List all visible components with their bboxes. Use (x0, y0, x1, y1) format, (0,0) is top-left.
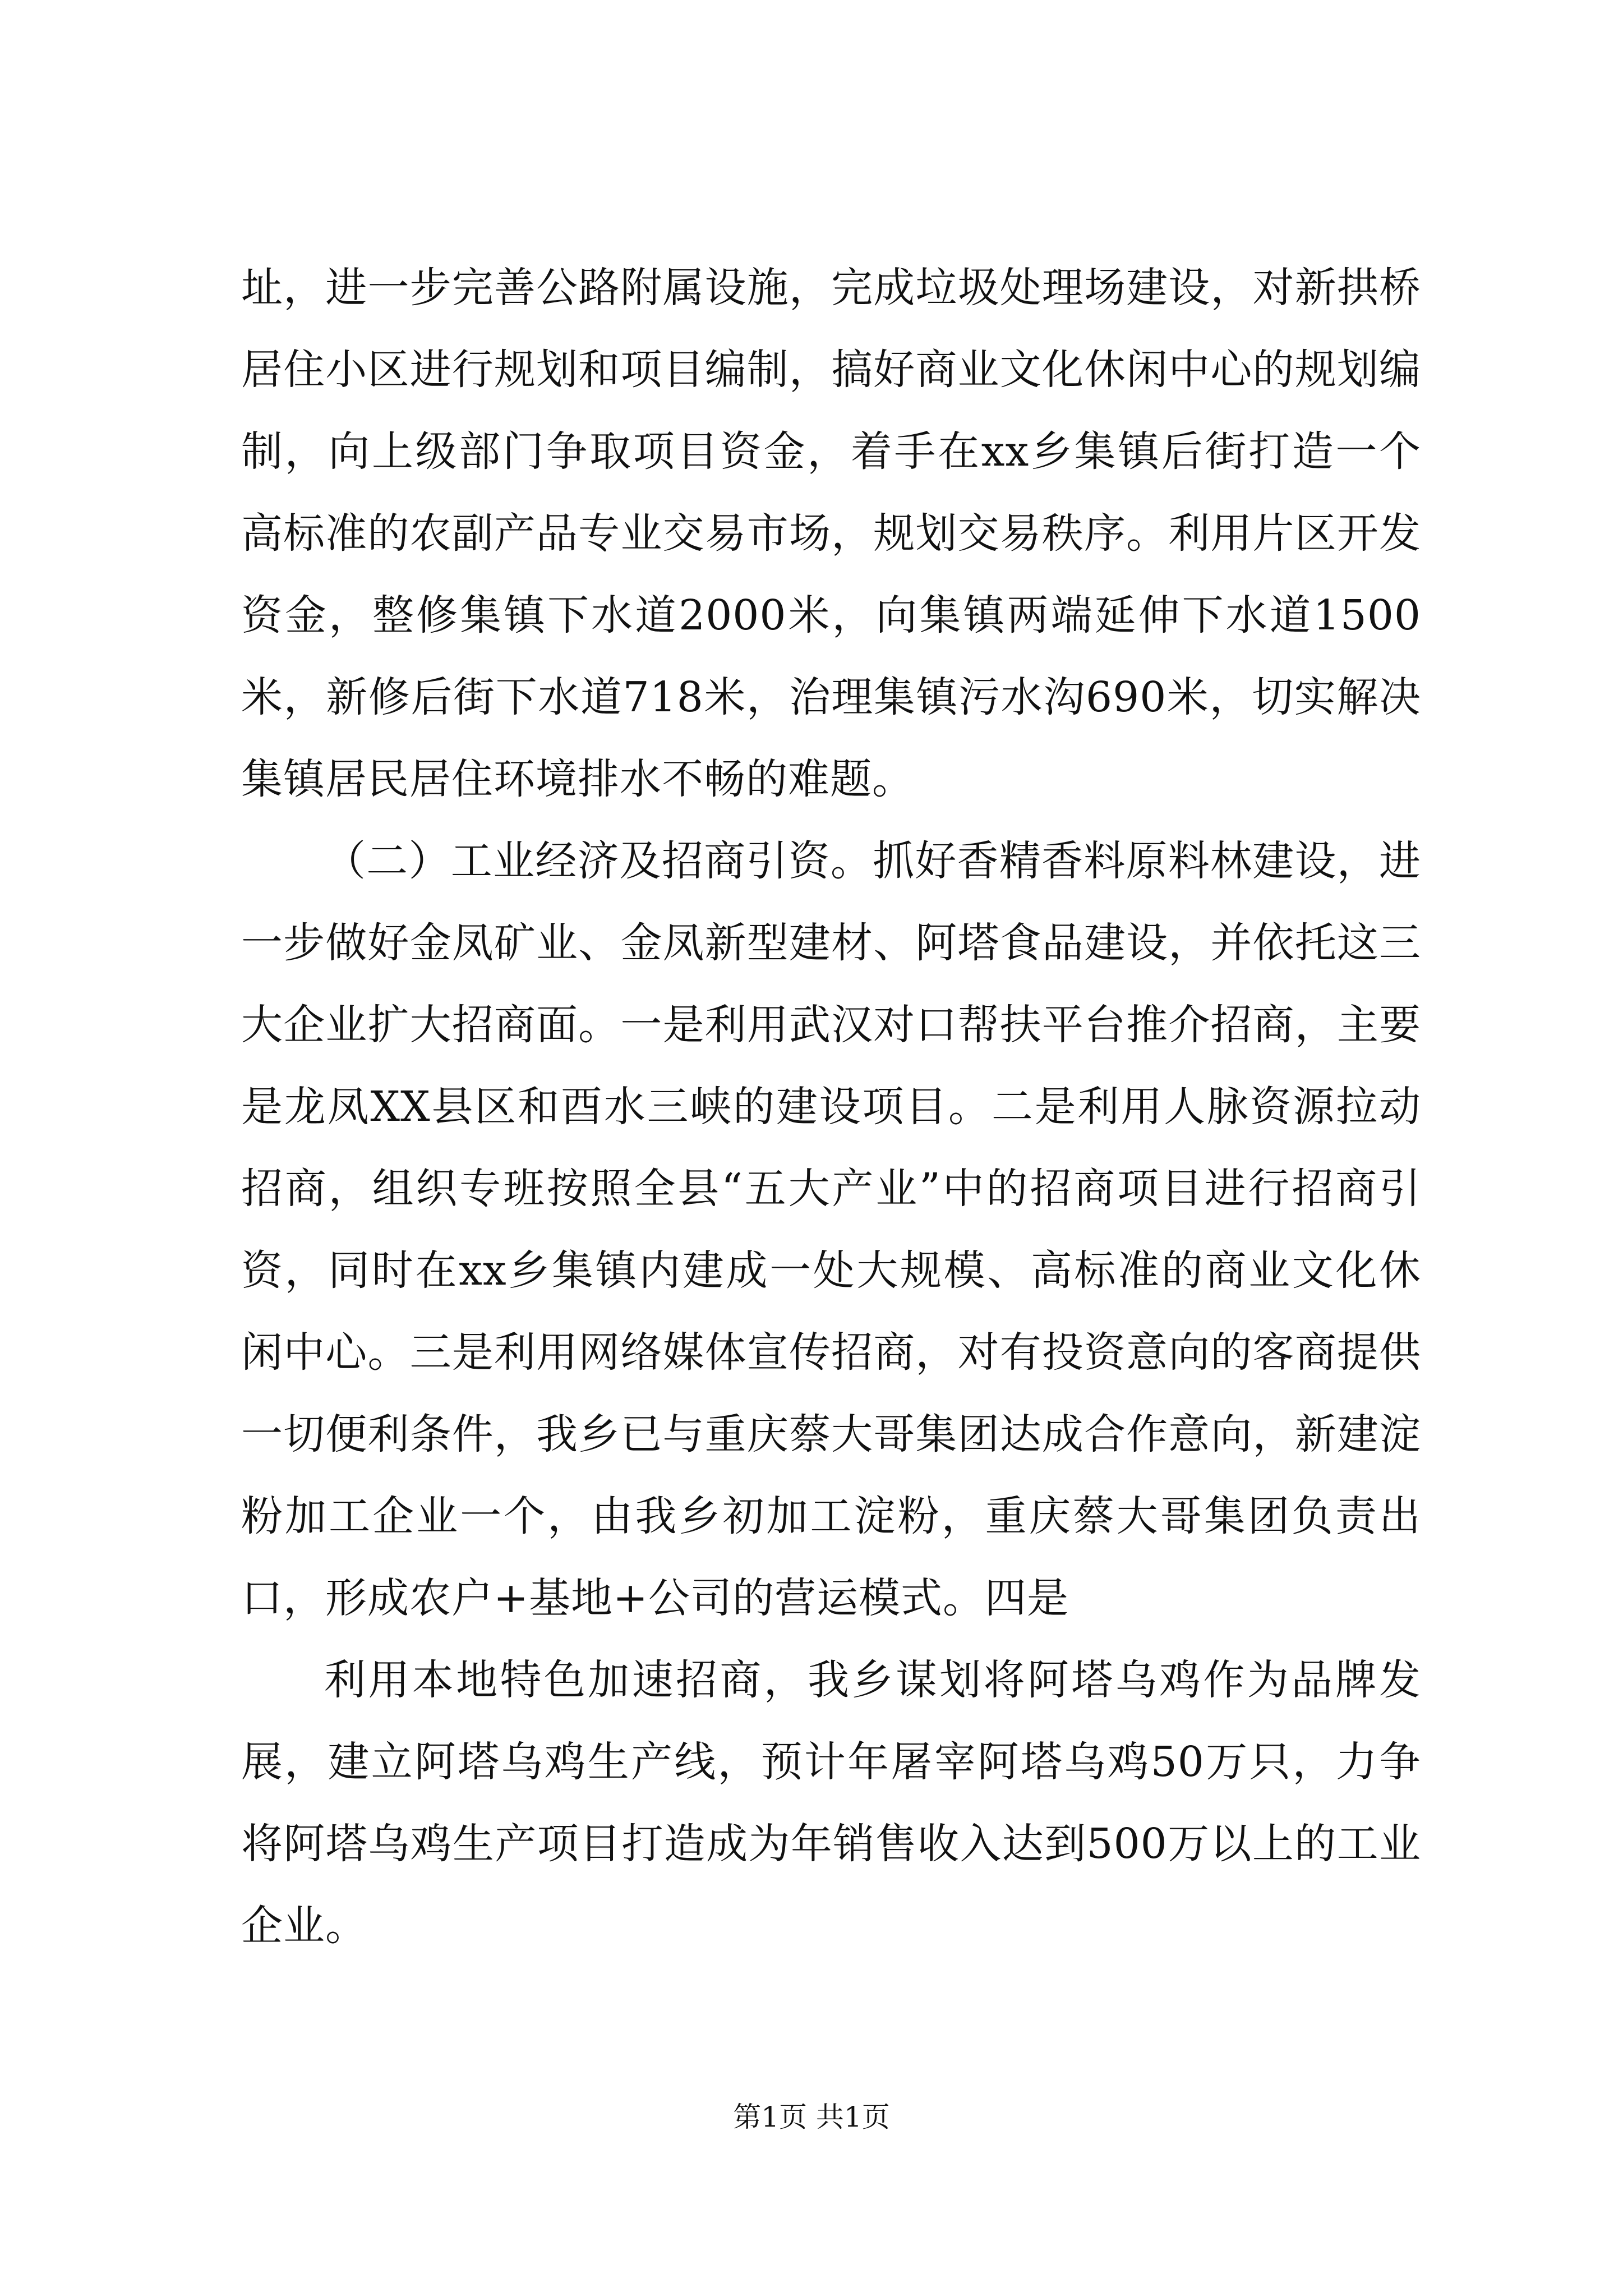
document-body (241, 247, 1421, 1967)
paragraph-local-specialty: 利用本地特色加速招商，我乡谋划将阿塔乌鸡作为品牌发展，建立阿塔乌鸡生产线，预计年屠宰阿塔乌鸡50万只，力争将阿塔乌鸡生产项目打造成为年销售收入达到500万以上的工业企业。 (241, 1656, 1421, 1950)
paragraph-industrial-economy: （二）工业经济及招商引资。抓好香精香料原料林建设，进一步做好金凤矿业、金凤新型建材、阿塔食品建设，并依托这三大企业扩大招商面。一是利用武汉对口帮扶平台推介招商，主要是龙凤XX县区和酉水三峡的建设项目。二是利用人脉资源拉动招商，组织专班按照全县“五大产业”中的招商项目进行招商引资，同时在xx乡集镇内建成一处大规模、高标准的商业文化休闲中心。三是利用网络媒体宣传招商，对有投资意向的客商提供一切便利条件，我乡已与重庆蔡大哥集团达成合作意向，新建淀粉加工企业一个，由我乡初加工淀粉，重庆蔡大哥集团负责出口，形成农户+基地+公司的营运模式。四是 (241, 837, 1421, 1622)
page-footer: 第1页 共1页 (733, 2101, 890, 2133)
paragraph-continuation: 址，进一步完善公路附属设施，完成垃圾处理场建设，对新拱桥居住小区进行规划和项目编制，搞好商业文化休闲中心的规划编制，向上级部门争取项目资金，着手在xx乡集镇后街打造一个高标准的农副产品专业交易市场，规划交易秩序。利用片区开发资金，整修集镇下水道2000米，向集镇两端延伸下水道1500米，新修后街下水道718米，治理集镇污水沟690米，切实解决集镇居民居住环境排水不畅的难题。 (241, 264, 1421, 803)
